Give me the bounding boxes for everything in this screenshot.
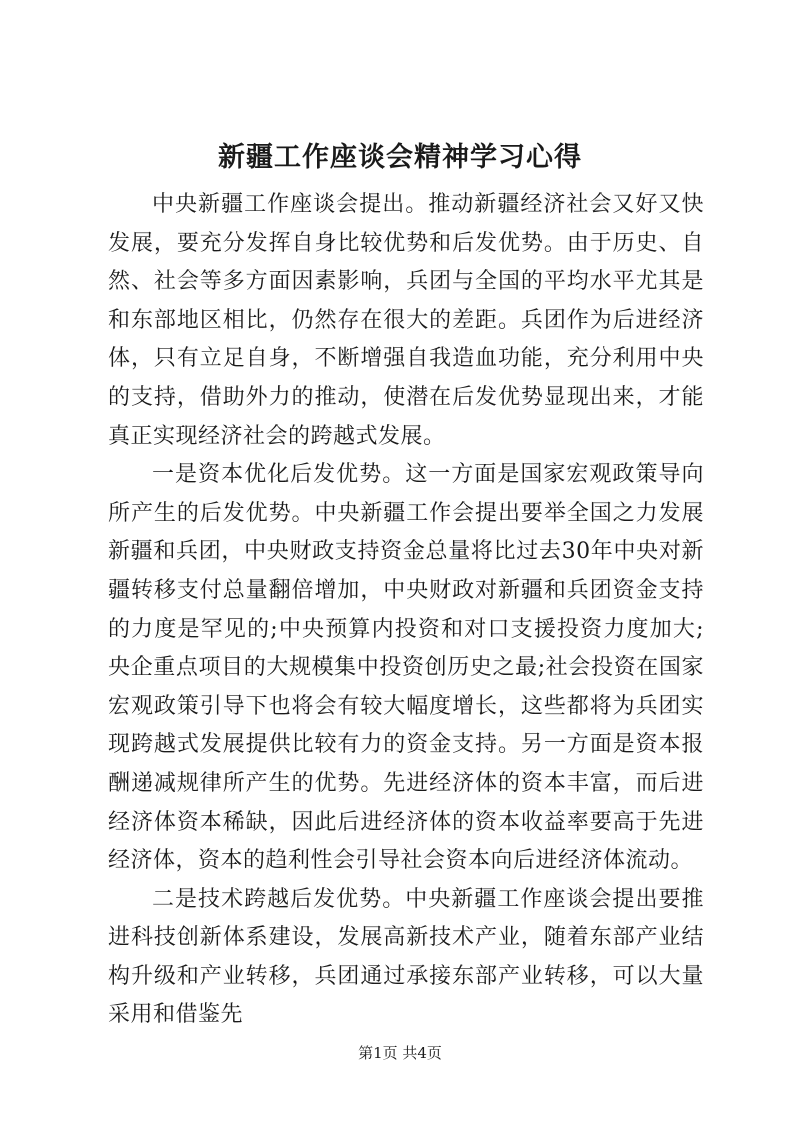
paragraph-2: 一是资本优化后发优势。这一方面是国家宏观政策导向所产生的后发优势。中央新疆工作会提出要举全国之力发展新疆和兵团，中央财政支持资金总量将比过去30年中央对新疆转移支付总量翻倍增加，中央财政对新疆和兵团资金支持的力度是罕见的;中央预算内投资和对口支援投资力度加大;央企重点项目的大规模集中投资创历史之最;社会投资在国家宏观政策引导下也将会有较大幅度增长，这些都将为兵团实现跨越式发展提供比较有力的资金支持。另一方面是资本报酬递减规律所产生的优势。先进经济体的资本丰富，而后进经济体资本稀缺，因此后进经济体的资本收益率要高于先进经济体，资本的趋利性会引导社会资本向后进经济体流动。 — [108, 462, 704, 874]
paragraph-3: 二是技术跨越后发优势。中央新疆工作座谈会提出要推进科技创新体系建设，发展高新技术产业，随着东部产业结构升级和产业转移，兵团通过承接东部产业转移，可以大量采用和借鉴先 — [108, 886, 704, 1028]
paragraph-1: 中央新疆工作座谈会提出。推动新疆经济社会又好又快发展，要充分发挥自身比较优势和后发优势。由于历史、自然、社会等多方面因素影响，兵团与全国的平均水平尤其是和东部地区相比，仍然存在很大的差距。兵团作为后进经济体，只有立足自身，不断增强自我造血功能，充分利用中央的支持，借助外力的推动，使潜在后发优势显现出来，才能真正实现经济社会的跨越式发展。 — [108, 192, 704, 449]
document-title: 新疆工作座谈会精神学习心得 — [218, 142, 582, 173]
document-body — [108, 186, 704, 1035]
page-footer: 第1页 共4页 — [358, 1044, 442, 1062]
